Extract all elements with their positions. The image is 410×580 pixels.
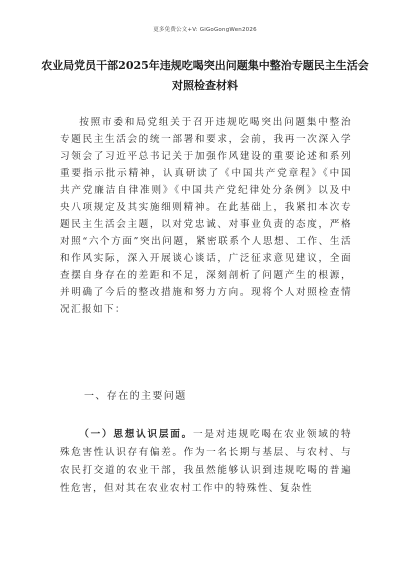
subsection-title: （一）思想认识层面。 (79, 429, 194, 440)
section-heading: 一、存在的主要问题 (84, 391, 187, 402)
intro-paragraph: 按照市委和局党组关于召开违规吃喝突出问题集中整治专题民主生活会的统一部署和要求，会前，我再一次深入学习领会了习近平总书记关于加强作风建设的重要论述和系列重要指示批示精神，认真研读了《中国共产党章程》《中国共产党廉洁自律准则》《中国共产党纪律处分条例》以及中央八项规定及其实施细则精神。在此基础上，我紧扣本次专题民主生活会主题，以对党忠诚、对事业负责的态度，严格对照“六个方面”突出问题，紧密联系个人思想、工作、生活和作风实际，深入开展谈心谈话，广泛征求意见建议，全面查摆自身存在的差距和不足，深刻剖析了问题产生的根源，并明确了今后的整改措施和努力方向。现将个人对照检查情况汇报如下： (60, 117, 352, 315)
subsection-one (60, 426, 352, 498)
subsection-text: 一是对违规吃喝在农业领域的特殊危害性认识存有偏差。作为一名长期与基层、与农村、与农民打交道的农业干部，我虽然能够认识到违规吃喝的普遍性危害，但对其在农业农村工作中的特殊性、复杂性 (60, 429, 353, 494)
subsection-paragraph (60, 426, 352, 498)
intro-section (60, 114, 352, 318)
watermark-text: 更多免费公文+V: GiGoGongWen2026 (153, 27, 257, 33)
document-title: 农业局党员干部2025年违规吃喝突出问题集中整治专题民主生活会对照检查材料 (41, 59, 369, 92)
